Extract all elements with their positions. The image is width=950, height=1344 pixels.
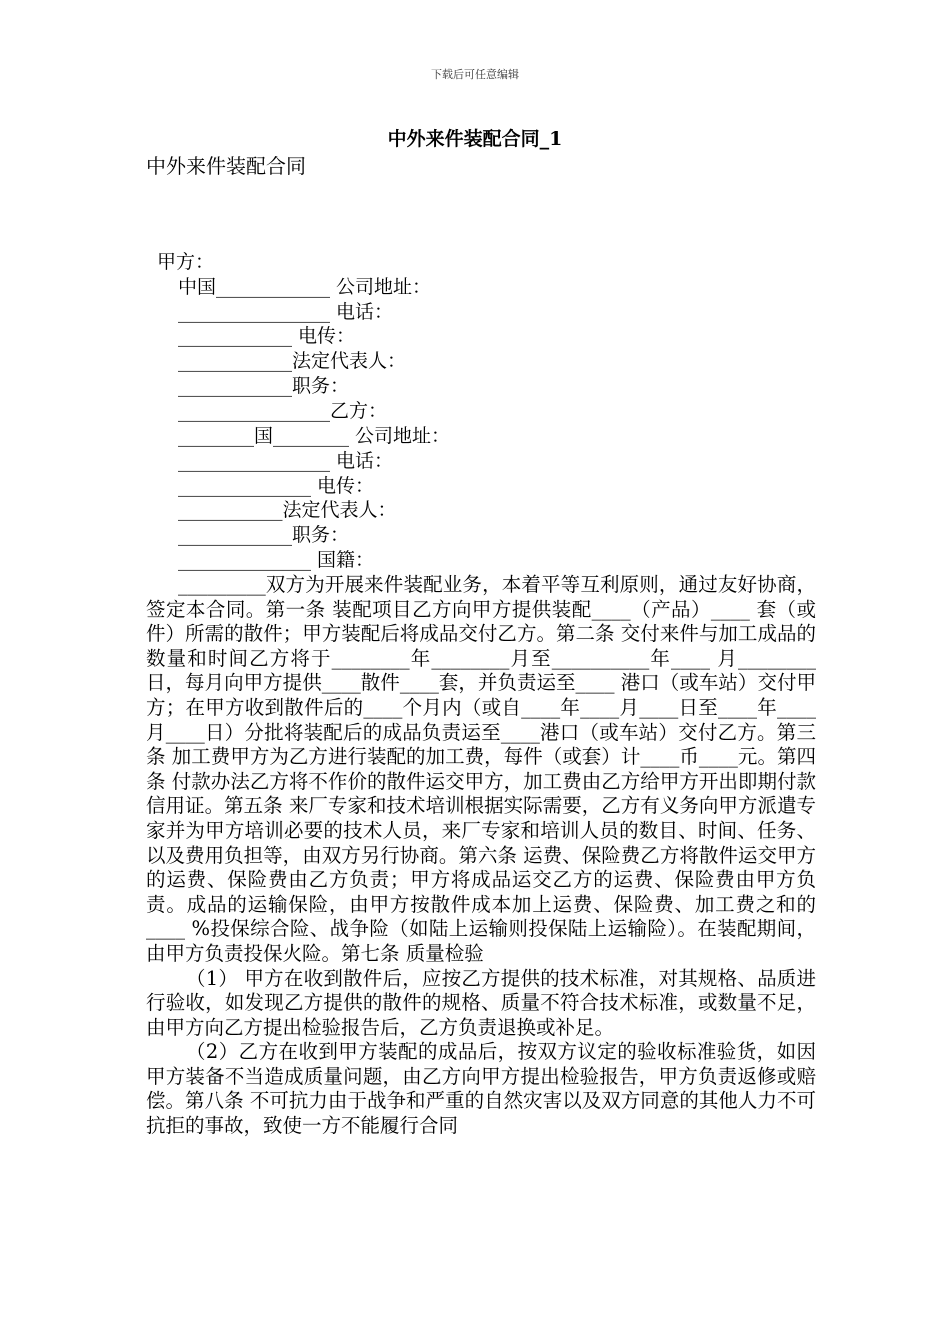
party-b-fax-line: ______________ 电传：	[178, 475, 375, 497]
contract-body	[146, 573, 816, 1139]
body-paragraph: （2）乙方在收到甲方装配的成品后，按双方议定的验收标准验货，如因甲方装备不当造成质量问题，由乙方向甲方提出检验报告，甲方负责返修或赔偿。第八条 不可抗力由于战争和严重的自然灾害以及双方同意的其他人力不可抗拒的事故，致使一方不能履行合同	[146, 1040, 816, 1138]
document-subtitle: 中外来件装配合同	[146, 154, 306, 178]
party-b-phone-line: ________________ 电话：	[178, 450, 394, 472]
party-b-representative-line: ___________法定代表人：	[178, 499, 397, 521]
party-a-company-line: 中国____________ 公司地址：	[178, 276, 432, 298]
party-b-nationality-line: ______________ 国籍：	[178, 549, 375, 571]
party-a-phone-line: ________________ 电话：	[178, 301, 394, 323]
page-header-note: 下载后可任意编辑	[431, 68, 519, 81]
body-paragraph: _________双方为开展来件装配业务，本着平等互利原则，通过友好协商，签定本合同。第一条 装配项目乙方向甲方提供装配____（产品）____ 套（或件）所需的散件；甲方装配后将成品交付乙方。第二条 交付来件与加工成品的数量和时间乙方将于________年________月至__________年____ 月________日，每月向甲方提供____散件____套，并负责运至____ 港口（或车站）交付甲方；在甲方收到散件后的____个月内（或自____年____月____日至____年____月____日）分批将装配后的成品负责运至____港口（或车站）交付乙方。第三条 加工费甲方为乙方进行装配的加工费，每件（或套）计____币____元。第四条 付款办法乙方将不作价的散件运交甲方，加工费由乙方给甲方开出即期付款信用证。第五条 来厂专家和技术培训根据实际需要，乙方有义务向甲方派遣专家并为甲方培训必要的技术人员，来厂专家和培训人员的数目、时间、任务、以及费用负担等，由双方另行协商。第六条 运费、保险费乙方将散件运交甲方的运费、保险费由乙方负责；甲方将成品运交乙方的运费、保险费由甲方负责。成品的运输保险，由甲方按散件成本加上运费、保险费、加工费之和的____ %投保综合险、战争险（如陆上运输则投保陆上运输险）。在装配期间，由甲方负责投保火险。第七条 质量检验	[146, 573, 816, 965]
party-a-label: 甲方：	[157, 251, 215, 273]
party-a-fax-line: ____________ 电传：	[178, 325, 356, 347]
party-b-label-line: ________________乙方：	[178, 400, 388, 422]
party-b-company-line: ________国________ 公司地址：	[178, 425, 451, 447]
party-a-title-line: ____________职务：	[178, 375, 350, 397]
body-paragraph: （1） 甲方在收到散件后，应按乙方提供的技术标准，对其规格、品质进行验收，如发现乙方提供的散件的规格、质量不符合技术标准，或数量不足，由甲方向乙方提出检验报告后，乙方负责退换或补足。	[146, 966, 816, 1039]
party-a-representative-line: ____________法定代表人：	[178, 350, 407, 372]
document-title: 中外来件装配合同_1	[387, 128, 563, 150]
party-b-title-line: ____________职务：	[178, 524, 350, 546]
